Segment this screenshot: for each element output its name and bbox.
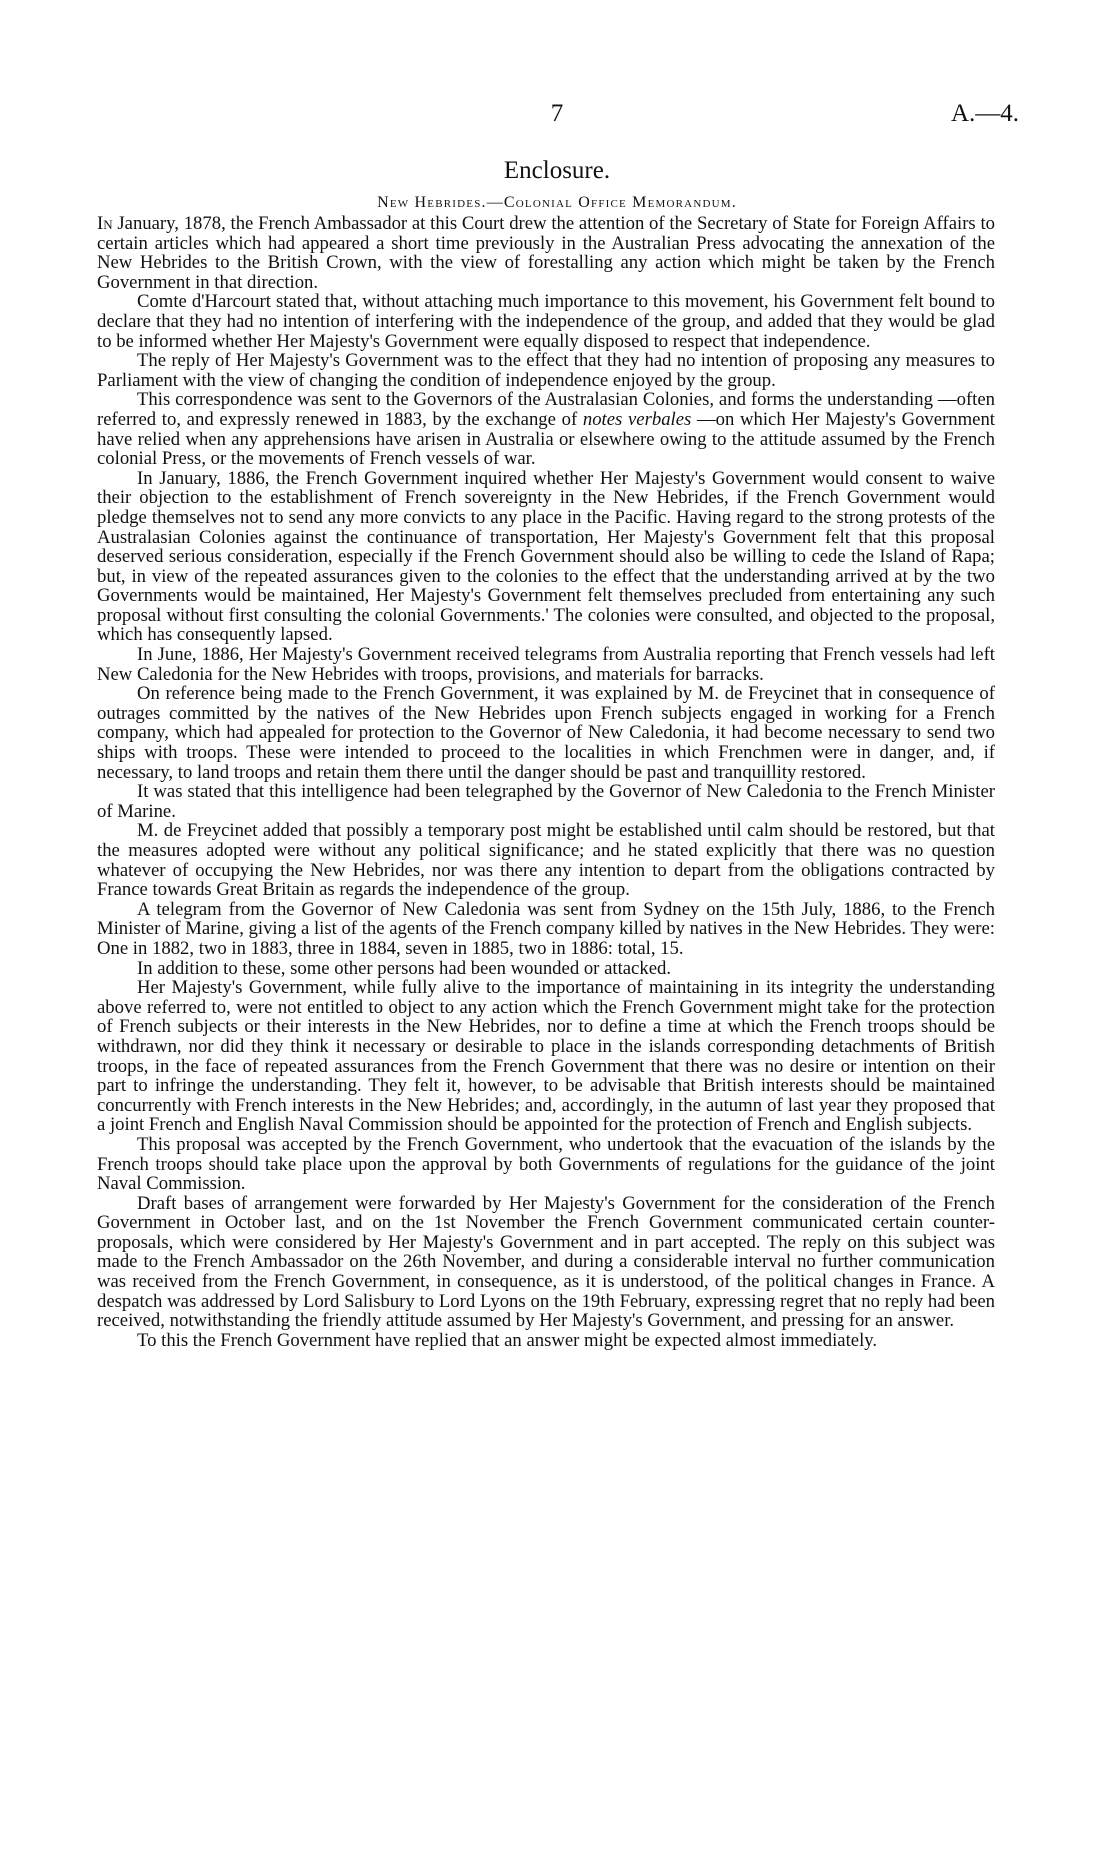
paragraph-2: Comte d'Harcourt stated that, without attaching much importance to this movement, his Government felt bound to declare that they had no intention of interfering with the independence of the group, and added that they would be glad to be informed whether Her Majesty's Government were equally disposed to respect that independence.	[97, 291, 995, 352]
memorandum-subtitle: New Hebrides.—Colonial Office Memorandum.	[377, 194, 737, 211]
italic-term: notes verbales	[582, 408, 692, 430]
paragraph-text: —on which Her Majesty's Government have relied when any apprehensions have arisen in Australia or elsewhere owing to the attitude assumed by the French colonial Press, or the movements of French vessels of war.	[97, 408, 995, 470]
memorandum-body	[97, 214, 995, 1350]
paragraph-6: In June, 1886, Her Majesty's Government received telegrams from Australia reporting that French vessels had left New Caledonia for the New Hebrides with troops, provisions, and materials for barracks.	[97, 644, 995, 685]
paragraph-10: A telegram from the Governor of New Caledonia was sent from Sydney on the 15th July, 1886, to the French Minister of Marine, giving a list of the agents of the French company killed by natives in the New Hebrides. They were: One in 1882, two in 1883, three in 1884, seven in 1885, two in 1886: total, 15.	[97, 898, 995, 959]
paper-reference: A.—4.	[950, 100, 1019, 127]
paragraph-lead-word: In	[97, 213, 113, 234]
enclosure-title: Enclosure.	[503, 157, 611, 184]
page-header	[95, 100, 1019, 130]
paragraph-15: To this the French Government have replied that an answer might be expected almost immediately.	[137, 1329, 878, 1351]
paragraph-text: January, 1878, the French Ambassador at this Court drew the attention of the Secretary of State for Foreign Affairs to certain articles which had appeared a short time previously in the Australian Press advocating the annexation of the New Hebrides to the British Crown, with the view of forestalling any action which might be taken by the French Government in that direction.	[97, 213, 995, 293]
paragraph-12: Her Majesty's Government, while fully alive to the importance of maintaining in its integrity the understanding above referred to, were not entitled to object to any action which the French Government might take for the protection of French subjects or their interests in the New Hebrides, nor to define a time at which the French troops should be withdrawn, nor did they think it necessary or desirable to place in the islands corresponding detachments of British troops, in the face of repeated assurances from the French Government that there was no desire or intention on their part to infringe the understanding. They felt it, however, to be advisable that British interests should be maintained concurrently with French interests in the New Hebrides; and, accordingly, in the autumn of last year they proposed that a joint French and English Naval Commission should be appointed for the protection of French and English subjects.	[97, 977, 995, 1136]
paragraph-7: On reference being made to the French Government, it was explained by M. de Freycinet that in consequence of outrages committed by the natives of the New Hebrides upon French subjects engaged in working for a French company, which had appealed for protection to the Governor of New Caledonia, it had become necessary to send two ships with troops. These were intended to proceed to the localities in which Frenchmen were in danger, and, if necessary, to land troops and retain them there until the danger should be past and tranquillity restored.	[97, 683, 995, 783]
paragraph-5: In January, 1886, the French Government inquired whether Her Majesty's Government would consent to waive their objection to the establishment of French sovereignty in the New Hebrides, if the French Government would pledge themselves not to send any more convicts to any place in the Pacific. Having regard to the strong protests of the Australasian Colonies against the continuance of transportation, Her Majesty's Government felt that this proposal deserved serious consideration, especially if the French Government should also be willing to cede the Island of Rapa; but, in view of the repeated assurances given to the colonies to the effect that the understanding arrived at by the two Governments would be maintained, Her Majesty's Government felt themselves precluded from entertaining any such proposal without first consulting the colonial Governments.' The colonies were consulted, and objected to the proposal, which has consequently lapsed.	[97, 467, 995, 646]
paragraph-4	[97, 390, 995, 468]
paragraph-1	[97, 214, 995, 292]
page-number: 7	[550, 100, 564, 127]
paragraph-13: This proposal was accepted by the French Government, who undertook that the evacuation of the islands by the French troops should take place upon the approval by both Governments of regulations for the guidance of the joint Naval Commission.	[97, 1133, 995, 1195]
paragraph-11: In addition to these, some other persons had been wounded or attacked.	[137, 957, 671, 979]
paragraph-14: Draft bases of arrangement were forwarded by Her Majesty's Government for the consideration of the French Government in October last, and on the 1st November the French Government communicated certain counter-proposals, which were considered by Her Majesty's Government and in part accepted. The reply on this subject was made to the French Ambassador on the 26th November, and during a considerable interval no further communication was received from the French Government, in consequence, as it is understood, of the political changes in France. A despatch was addressed by Lord Salisbury to Lord Lyons on the 19th February, expressing regret that no reply had been received, notwithstanding the friendly attitude assumed by Her Majesty's Government, and pressing for an answer.	[97, 1192, 995, 1332]
paragraph-9: M. de Freycinet added that possibly a temporary post might be established until calm should be restored, but that the measures adopted were without any political significance; and he stated explicitly that there was no question whatever of occupying the New Hebrides, nor was there any intention to depart from the obligations contracted by France towards Great Britain as regards the independence of the group.	[97, 820, 995, 901]
paragraph-text: This correspondence was sent to the Governors of the Australasian Colonies, and forms the understanding —often referred to, and expressly renewed in 1883, by the exchange of	[97, 389, 995, 430]
paragraph-3: The reply of Her Majesty's Government was to the effect that they had no intention of proposing any measures to Parliament with the view of changing the condition of independence enjoyed by the group.	[97, 350, 995, 391]
paragraph-8: It was stated that this intelligence had been telegraphed by the Governor of New Caledonia to the French Minister of Marine.	[97, 781, 995, 822]
